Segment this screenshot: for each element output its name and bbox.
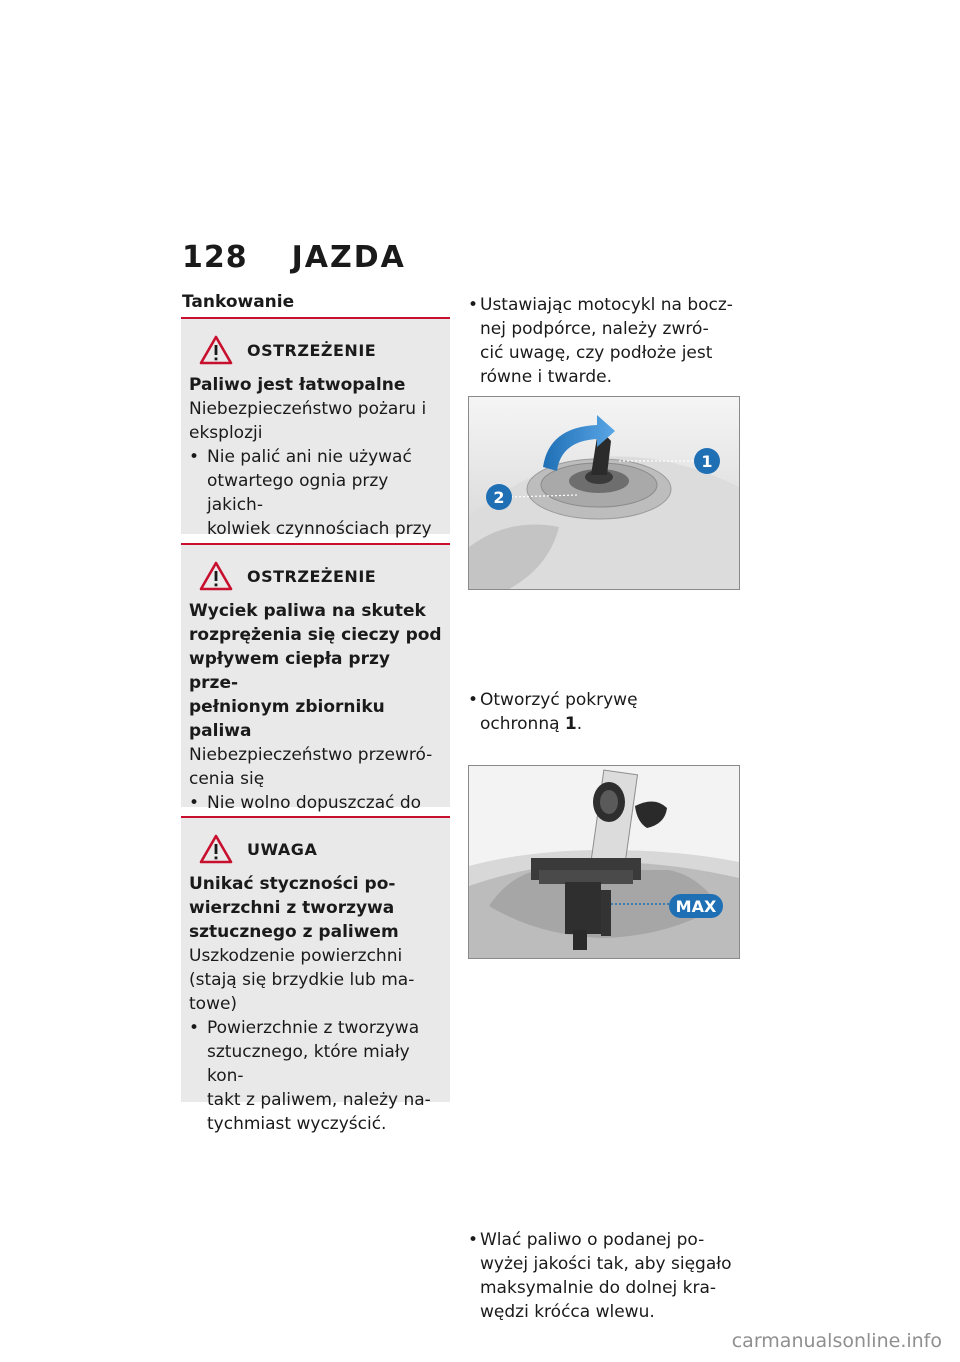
warning-box-overflow xyxy=(181,543,450,813)
warning-label: OSTRZEŻENIE xyxy=(247,340,377,360)
warning-title-line: pełnionym zbiorniku paliwa xyxy=(189,697,385,741)
step-fill-fuel xyxy=(468,1228,752,1324)
notice-label: UWAGA xyxy=(247,839,318,859)
callout-1-label: 1 xyxy=(701,452,713,471)
warning-text xyxy=(189,743,442,791)
notice-text-line: towe) xyxy=(189,994,238,1014)
step-line: maksymalnie do dolnej kra- xyxy=(480,1278,717,1298)
warning-triangle-icon xyxy=(199,561,233,591)
reference-number: 1 xyxy=(564,714,577,734)
step-text: . xyxy=(576,714,583,734)
warning-bullet-line: Nie wolno dopuszczać do xyxy=(207,793,422,813)
callout-2-label: 2 xyxy=(493,488,505,507)
warning-title xyxy=(189,599,442,743)
chapter-title: JAZDA xyxy=(291,240,406,275)
warning-title xyxy=(189,373,442,397)
fuel-filler-illustration xyxy=(469,766,739,958)
notice-bullet xyxy=(189,1016,442,1136)
step-text: ochronną xyxy=(480,714,565,734)
warning-header xyxy=(187,559,442,593)
figure-max-level xyxy=(468,765,740,959)
notice-header xyxy=(187,832,442,866)
warning-triangle-icon xyxy=(199,335,233,365)
page-header xyxy=(182,240,406,280)
step-line: Ustawiając motocykl na bocz- xyxy=(480,295,733,315)
step-line: równe i twarde. xyxy=(480,367,613,387)
bullet-icon: • xyxy=(468,1230,479,1250)
notice-text-line: (stają się brzydkie lub ma- xyxy=(189,970,415,990)
warning-text-line: Niebezpieczeństwo przewró- xyxy=(189,745,433,765)
warning-text xyxy=(189,397,442,445)
warning-header xyxy=(187,333,442,367)
step-open-cover xyxy=(468,688,752,736)
step-line xyxy=(480,712,752,736)
step-line: cić uwagę, czy podłoże jest xyxy=(480,343,713,363)
notice-title-line: Unikać styczności po- xyxy=(189,874,396,894)
step-side-stand xyxy=(468,293,752,389)
warning-title-line: Wyciek paliwa na skutek xyxy=(189,601,426,621)
step-line: Otworzyć pokrywę xyxy=(480,690,638,710)
warning-label: OSTRZEŻENIE xyxy=(247,566,377,586)
notice-text-line: Uszkodzenie powierzchni xyxy=(189,946,403,966)
section-title: Tankowanie xyxy=(182,292,295,312)
warning-text-line: cenia się xyxy=(189,769,265,789)
warning-title-line: rozprężenia się cieczy pod xyxy=(189,625,442,645)
figure-fuel-cap xyxy=(468,396,740,590)
notice-bullet-line: sztucznego, które miały kon- xyxy=(207,1042,410,1086)
notice-title xyxy=(189,872,442,944)
notice-title-line: wierzchni z tworzywa xyxy=(189,898,395,918)
bullet-icon: • xyxy=(468,295,479,315)
notice-bullet-line: Powierzchnie z tworzywa xyxy=(207,1018,420,1038)
fuel-cap-illustration xyxy=(469,397,739,589)
page-number: 128 xyxy=(182,240,248,275)
warning-bullet-line: otwartego ognia przy jakich- xyxy=(207,471,389,515)
notice-box-plastic xyxy=(181,816,450,1134)
warning-title-line: wpływem ciepła przy prze- xyxy=(189,649,390,693)
watermark: carmanualsonline.info xyxy=(731,1330,942,1352)
warning-title-line: Paliwo jest łatwopalne xyxy=(189,375,406,395)
warning-bullet-line: Nie palić ani nie używać xyxy=(207,447,412,467)
warning-bullet-line: kolwiek czynnościach przy xyxy=(207,519,432,539)
callout-max-label: MAX xyxy=(675,897,717,916)
bullet-icon: • xyxy=(189,793,200,813)
warning-triangle-icon xyxy=(199,834,233,864)
step-line: nej podpórce, należy zwró- xyxy=(480,319,709,339)
bullet-icon: • xyxy=(468,690,479,710)
notice-bullet-line: takt z paliwem, należy na- xyxy=(207,1090,431,1110)
notice-bullet-line: tychmiast wyczyścić. xyxy=(207,1114,387,1134)
bullet-icon: • xyxy=(189,447,200,467)
warning-box-fire xyxy=(181,317,450,539)
step-line: Wlać paliwo o podanej po- xyxy=(480,1230,705,1250)
warning-text-line: Niebezpieczeństwo pożaru i xyxy=(189,399,427,419)
notice-text xyxy=(189,944,442,1016)
step-line: wyżej jakości tak, aby sięgało xyxy=(480,1254,732,1274)
step-line: wędzi króćca wlewu. xyxy=(480,1302,655,1322)
bullet-icon: • xyxy=(189,1018,200,1038)
warning-text-line: eksplozji xyxy=(189,423,263,443)
notice-title-line: sztucznego z paliwem xyxy=(189,922,399,942)
